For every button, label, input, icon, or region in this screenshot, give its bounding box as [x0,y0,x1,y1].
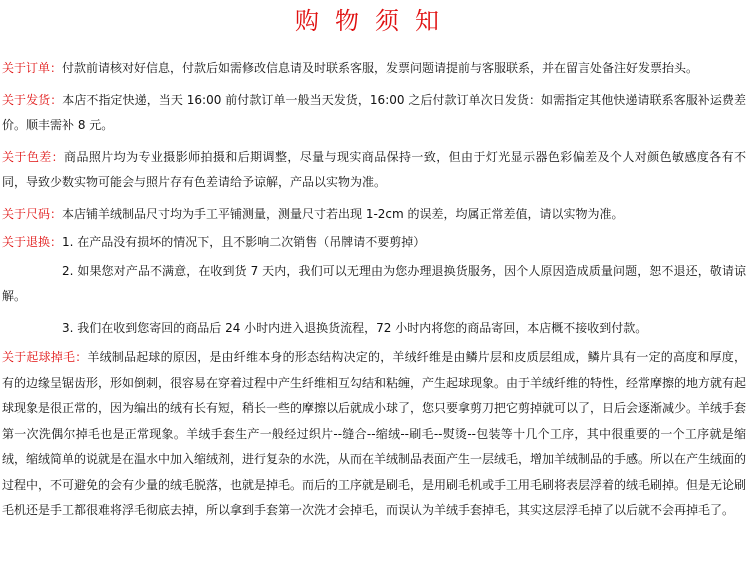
section-returns-label: 关于退换： [2,235,63,249]
section-pilling-text: 羊绒制品起球的原因，是由纤维本身的形态结构决定的，羊绒纤维是由鳞片层和皮质层组成，鳞片具有一定的高度和厚度，有的边缘呈锯齿形，形如倒刺，很容易在穿着过程中产生纤维相互勾结和粘缠，产生起球现象。由于羊绒纤维的特性，经常摩擦的地方就有起球现象是很正常的，因为编出的绒有长有短，稍长一些的摩擦以后就成小球了，您只要拿剪刀把它剪掉就可以了，日后会逐渐减少。羊绒手套第一次洗偶尔掉毛也是正常现象。羊绒手套生产一般经过织片--缝合--缩绒--刷毛--熨烫--包装等十几个工序，其中很重要的一个工序就是缩绒，缩绒简单的说就是在温水中加入缩绒剂，进行复杂的水洗，从而在羊绒制品表面产生一层绒毛，增加羊绒制品的手感。所以在产生绒面的过程中，不可避免的会有少量的绒毛脱落，也就是掉毛。而后的工序就是刷毛，是用刷毛机或手工用毛刷将表层浮着的绒毛刷掉。但是无论刷毛机还是手工都很难将浮毛彻底去掉，所以拿到手套第一次洗才会掉毛，而误认为羊绒手套掉毛，其实这层浮毛掉了以后就不会再掉毛了。 [2,350,747,517]
section-order [2,56,746,82]
section-shipping-label: 关于发货： [2,92,63,107]
section-pilling [2,345,746,524]
section-size [2,202,746,228]
section-returns-item-1: 1. 在产品没有损坏的情况下，且不影响二次销售（吊牌请不要剪掉） [62,235,426,249]
section-returns [2,230,746,256]
notice-content [2,56,746,530]
section-size-text: 本店铺羊绒制品尺寸均为手工平铺测量，测量尺寸若出现 1-2cm 的误差，均属正常差值，请以实物为准。 [62,206,624,221]
section-color-text: 商品照片均为专业摄影师拍摄和后期调整，尽量与现实商品保持一致，但由于灯光显示器色彩偏差及个人对颜色敏感度各有不同，导致少数实物可能会与照片存有色差请给予谅解，产品以实物为准。 [2,149,746,189]
section-shipping-text: 本店不指定快递，当天 16:00 前付款订单一般当天发货，16:00 之后付款订单次日发货：如需指定其他快递请联系客服补运费差价。顺丰需补 8 元。 [2,92,746,132]
section-order-text: 付款前请核对好信息，付款后如需修改信息请及时联系客服，发票问题请提前与客服联系，并在留言处备注好发票抬头。 [62,61,699,75]
section-returns-item-2: 2. 如果您对产品不满意，在收到货 7 天内，我们可以无理由为您办理退换货服务，因个人原因造成质量问题，恕不退还，敬请谅解。 [2,263,746,303]
section-size-label: 关于尺码： [2,206,63,221]
section-order-label: 关于订单： [2,61,63,75]
section-color-label: 关于色差： [2,149,65,164]
section-color [2,145,746,196]
section-shipping [2,88,746,139]
page-title: 购物须知 [295,7,455,35]
section-returns-item-3: 3. 我们在收到您寄回的商品后 24 小时内进入退换货流程，72 小时内将您的商品寄回，本店概不接收到付款。 [62,320,648,335]
section-pilling-label: 关于起球掉毛： [2,350,88,364]
